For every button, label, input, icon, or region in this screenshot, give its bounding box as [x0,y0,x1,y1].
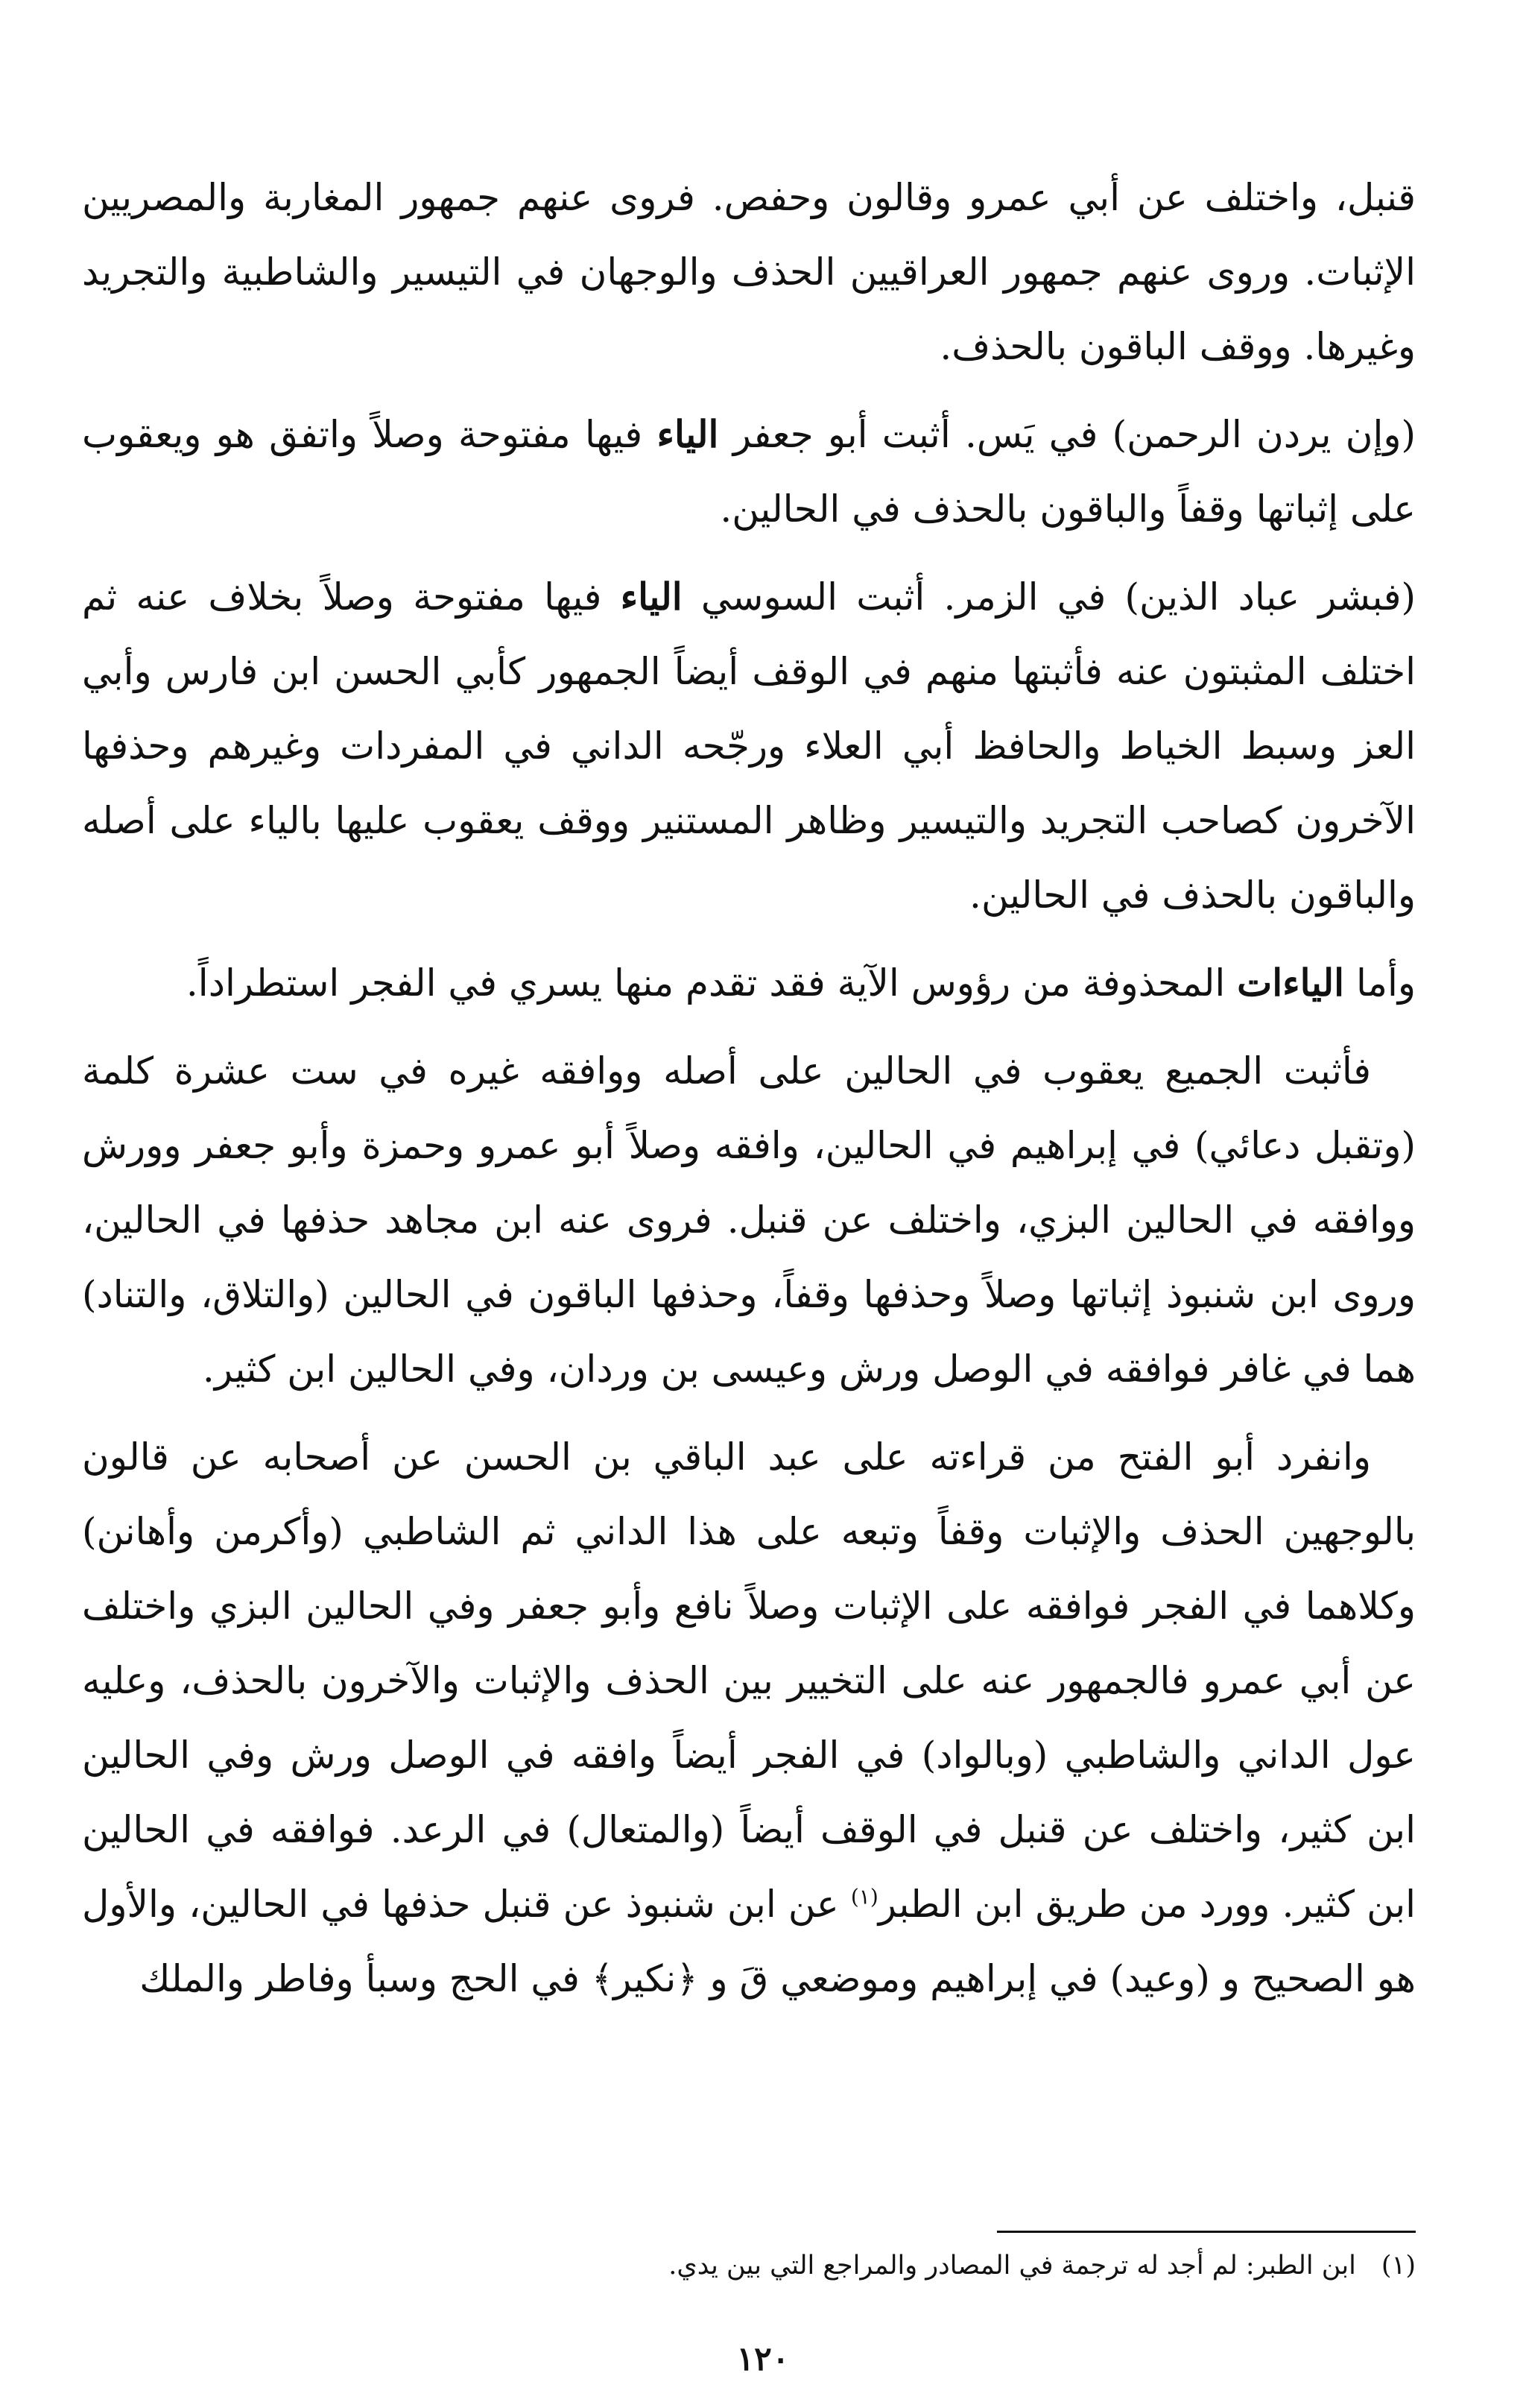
paragraph-4 [82,946,1416,1020]
paragraph-2-text-after: فيها مفتوحة وصلاً واتفق هو ويعقوب على إثباتها وقفاً والباقون بالحذف في الحالين. [82,413,1416,531]
paragraph-1 [82,160,1416,384]
paragraph-5-text: فأثبت الجميع يعقوب في الحالين على أصله ووافقه غيره في ست عشرة كلمة (وتقبل دعائي) في إبراهيم في الحالين، وافقه وصلاً أبو عمرو وحمزة وأبو جعفر وورش ووافقه في الحالين البزي، واختلف عن قنبل. فروى عنه ابن مجاهد حذفها في الحالين، وروى ابن شنبوذ إثباتها وصلاً وحذفها وقفاً، وحذفها الباقون في الحالين (والتلاق، والتناد) هما في غافر فوافقه في الوصل ورش وعيسى بن وردان، وفي الحالين ابن كثير. [82,1049,1416,1391]
paragraph-2 [82,397,1416,546]
footnote-text: ابن الطبر: لم أجد له ترجمة في المصادر والمراجع التي بين يدي. [668,2251,1356,2281]
footnote [373,2243,1416,2288]
footnote-marker: (١) [1381,2251,1416,2281]
paragraph-4-bold-term: الياءات [1237,961,1345,1005]
paragraph-5 [82,1034,1416,1406]
paragraph-2-bold-term: الياء [656,412,719,456]
paragraph-4-text-before: وأما [1344,961,1416,1005]
footnote-separator [997,2231,1416,2233]
page-body [82,160,1416,2016]
paragraph-6 [82,1420,1416,2016]
paragraph-2-text-before: (وإن يردن الرحمن) في يَس. أثبت أبو جعفر [718,413,1416,456]
paragraph-4-text-after: المحذوفة من رؤوس الآية فقد تقدم منها يسري في الفجر استطراداً. [186,961,1238,1005]
paragraph-6-text-before: وانفرد أبو الفتح من قراءته على عبد الباقي بن الحسن عن أصحابه عن قالون بالوجهين الحذف والإثبات وقفاً وتبعه على هذا الداني ثم الشاطبي (وأكرمن وأهانن) وكلاهما في الفجر فوافقه على الإثبات وصلاً نافع وأبو جعفر وفي الحالين البزي واختلف عن أبي عمرو فالجمهور عنه على التخيير بين الحذف والإثبات والآخرون بالحذف، وعليه عول الداني والشاطبي (وبالواد) في الفجر أيضاً وافقه في الوصل ورش وفي الحالين ابن كثير، واختلف عن قنبل في الوقف أيضاً (والمتعال) في الرعد. فوافقه في الحالين ابن كثير. وورد من طريق ابن الطبر [82,1435,1416,1926]
paragraph-3-text-before: (فبشر عباد الذين) في الزمر. أثبت السوسي [682,575,1416,619]
paragraph-1-text: قنبل، واختلف عن أبي عمرو وقالون وحفص. فروى عنهم جمهور المغاربة والمصريين الإثبات. وروى عنهم جمهور العراقيين الحذف والوجهان في التيسير والشاطبية والتجريد وغيرها. ووقف الباقون بالحذف. [82,176,1416,368]
paragraph-3-text-after: فيها مفتوحة وصلاً بخلاف عنه ثم اختلف المثبتون عنه فأثبتها منهم في الوقف أيضاً الجمهور كأبي الحسن ابن فارس وأبي العز وسبط الخياط والحافظ أبي العلاء ورجّحه الداني في المفردات وغيرهم وحذفها الآخرون كصاحب التجريد والتيسير وظاهر المستنير ووقف يعقوب عليها بالياء على أصله والباقون بالحذف في الحالين. [82,575,1416,917]
paragraph-3-bold-term: الياء [620,575,683,619]
footnote-reference: (١) [850,1884,878,1909]
paragraph-3 [82,560,1416,932]
paragraph-6-text-after: عن ابن شنبوذ عن قنبل حذفها في الحالين، والأول هو الصحيح و (وعيد) في إبراهيم وموضعي قَ و ﴿نكير﴾ في الحج وسبأ وفاطر والملك [82,1883,1416,2000]
page-number: ١٢٠ [736,2340,790,2378]
